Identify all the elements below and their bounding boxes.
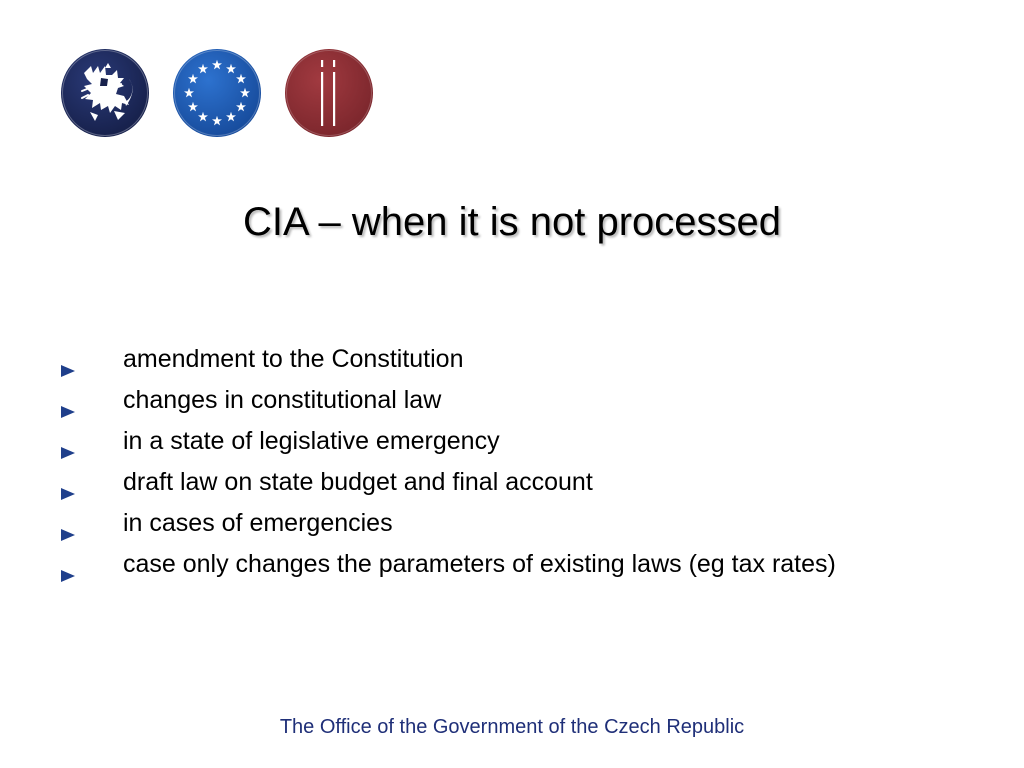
triangle-bullet-icon bbox=[60, 353, 76, 367]
list-item bbox=[58, 421, 998, 462]
eu-stars-icon bbox=[172, 48, 262, 138]
logo-row bbox=[60, 48, 380, 140]
lion-icon bbox=[60, 48, 150, 138]
ii-icon bbox=[284, 48, 374, 138]
bullet-text: in cases of emergencies bbox=[123, 509, 393, 537]
bullet-text: in a state of legislative emergency bbox=[123, 427, 500, 455]
triangle-bullet-icon bbox=[60, 394, 76, 408]
list-item bbox=[58, 503, 998, 544]
bullet-text: changes in constitutional law bbox=[123, 386, 442, 414]
triangle-bullet-icon bbox=[60, 558, 76, 572]
triangle-bullet-icon bbox=[60, 517, 76, 531]
ii-logo bbox=[284, 48, 374, 138]
czech-lion-logo bbox=[60, 48, 150, 138]
bullet-text: draft law on state budget and final account bbox=[123, 468, 593, 496]
footer-text: The Office of the Government of the Czech Republic bbox=[279, 716, 745, 738]
eu-logo bbox=[172, 48, 262, 138]
list-item bbox=[58, 380, 998, 421]
list-item bbox=[58, 544, 998, 585]
list-item bbox=[58, 462, 998, 503]
triangle-bullet-icon bbox=[60, 476, 76, 490]
slide-title: CIA – when it is not processed bbox=[242, 200, 782, 244]
bullet-list bbox=[58, 339, 998, 585]
bullet-text: amendment to the Constitution bbox=[123, 345, 464, 373]
list-item bbox=[58, 339, 998, 380]
bullet-text: case only changes the parameters of existing laws (eg tax rates) bbox=[123, 550, 836, 578]
triangle-bullet-icon bbox=[60, 435, 76, 449]
